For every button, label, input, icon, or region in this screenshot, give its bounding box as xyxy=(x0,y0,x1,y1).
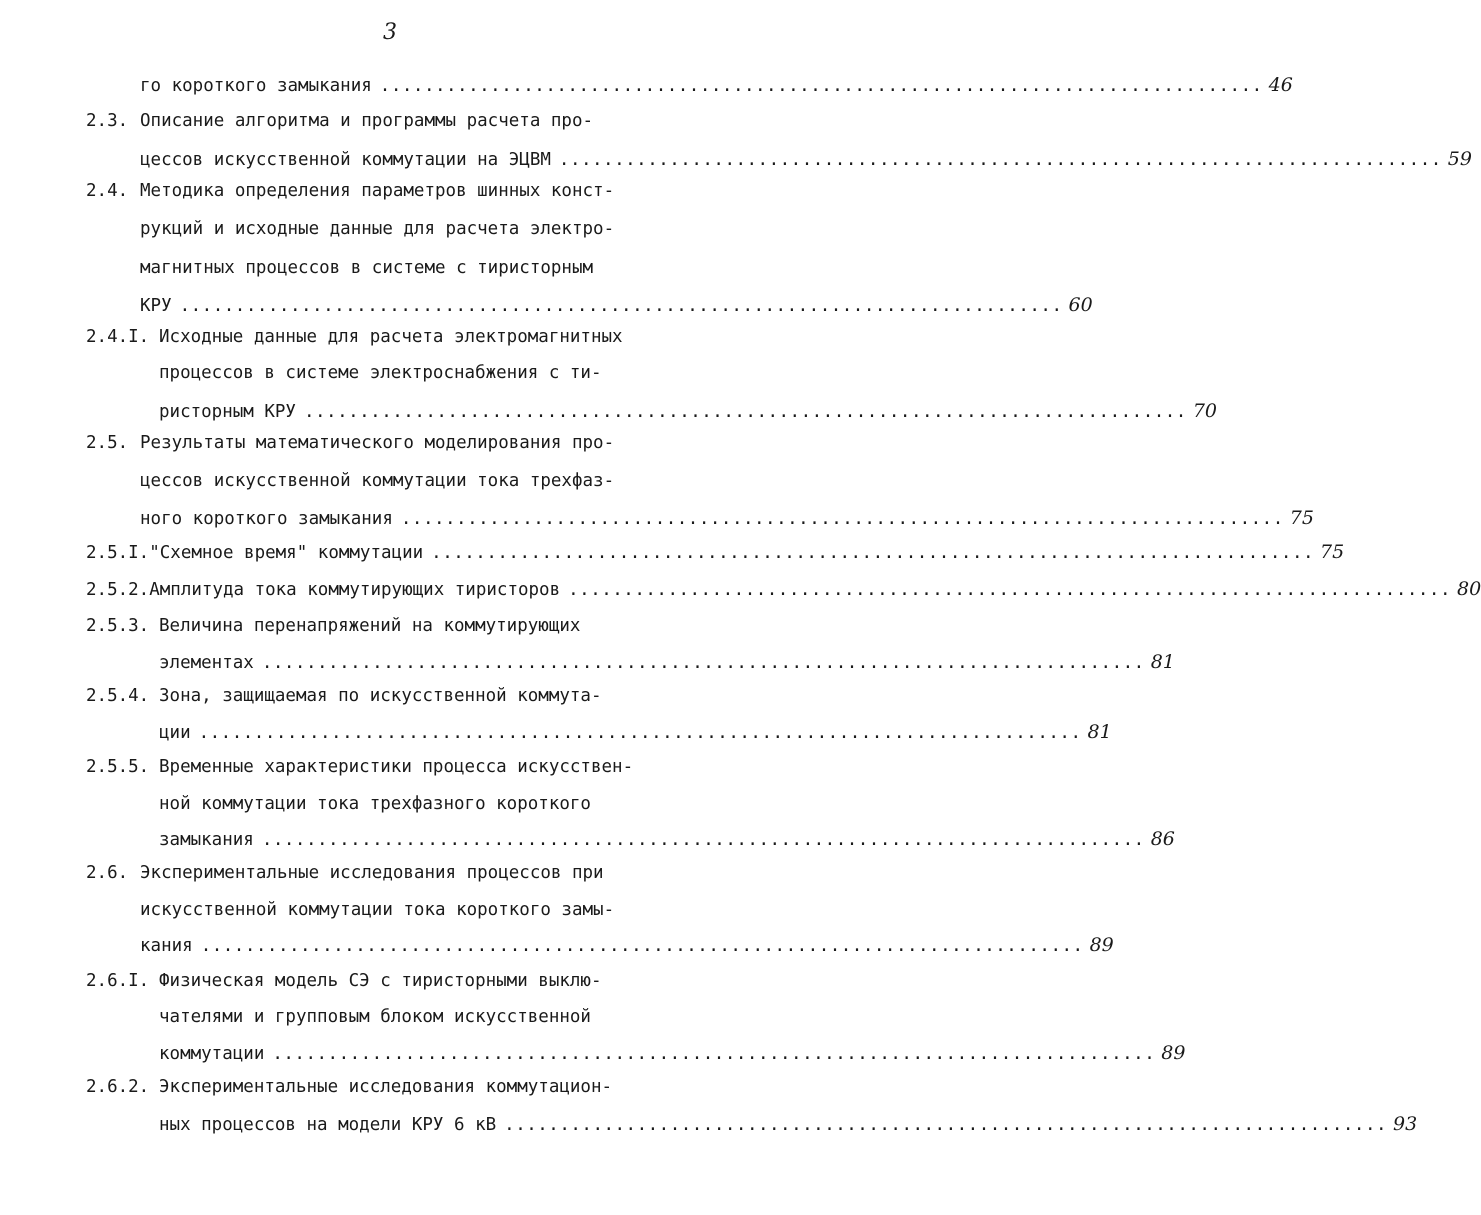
toc-line xyxy=(159,1002,591,1032)
page-reference: 59 xyxy=(1447,148,1472,170)
section-number: 2.5.3. xyxy=(86,616,150,636)
page-reference: 70 xyxy=(1192,400,1218,422)
toc-line xyxy=(86,322,623,352)
toc-line xyxy=(140,466,614,496)
dot-leader: ................................................................................ xyxy=(261,830,1145,850)
toc-line xyxy=(86,1072,612,1102)
toc-line xyxy=(86,681,602,711)
dot-leader: ................................................................................ xyxy=(303,402,1187,422)
section-title: элементах xyxy=(159,653,254,673)
section-title: рукций и исходные данные для расчета электро- xyxy=(140,219,615,239)
section-number: 2.6.I. xyxy=(86,971,150,991)
section-title: ных процессов на модели КРУ 6 кВ xyxy=(159,1115,497,1135)
dot-leader: ................................................................................ xyxy=(272,1044,1156,1064)
section-number: 2.4. xyxy=(86,181,129,201)
dot-leader: ................................................................................ xyxy=(504,1115,1388,1135)
dot-leader: ................................................................................ xyxy=(198,723,1082,743)
section-title: КРУ xyxy=(140,296,172,316)
section-number: 2.5.5. xyxy=(86,757,150,777)
toc-line xyxy=(86,858,604,888)
dot-leader: ................................................................................ xyxy=(261,653,1145,673)
dot-leader: ................................................................................ xyxy=(400,509,1284,529)
toc-line xyxy=(86,106,593,136)
toc-line xyxy=(140,144,1472,174)
toc-line xyxy=(86,752,633,782)
section-title: Экспериментальные исследования процессов при xyxy=(140,863,604,883)
toc-line xyxy=(86,176,614,206)
section-title: кания xyxy=(140,936,193,956)
section-title: Амплитуда тока коммутирующих тиристоров xyxy=(149,580,561,600)
section-number: 2.5.2. xyxy=(86,580,150,600)
toc-line xyxy=(159,717,1112,747)
section-title: замыкания xyxy=(159,830,254,850)
page-reference: 93 xyxy=(1393,1113,1418,1135)
section-title: процессов в системе электроснабжения с ти- xyxy=(159,363,602,383)
section-number: 2.6.2. xyxy=(86,1077,150,1097)
section-title: Зона, защищаемая по искусственной коммута- xyxy=(159,686,602,706)
page-reference: 75 xyxy=(1320,541,1345,563)
section-number: 2.6. xyxy=(86,863,129,883)
toc-line xyxy=(140,930,1114,960)
page-reference: 86 xyxy=(1150,828,1175,850)
section-number: 2.3. xyxy=(86,111,129,131)
page-reference: 60 xyxy=(1068,294,1093,316)
section-title: Методика определения параметров шинных конст- xyxy=(140,181,615,201)
section-number: 2.5.I. xyxy=(86,543,150,563)
toc-line xyxy=(86,537,1345,567)
page-number: 3 xyxy=(383,20,397,45)
section-title: Результаты математического моделирования про- xyxy=(140,433,615,453)
toc-line xyxy=(86,428,614,458)
section-title: ции xyxy=(159,723,191,743)
dot-leader: ................................................................................ xyxy=(200,936,1084,956)
toc-line xyxy=(140,253,593,283)
toc-line xyxy=(159,789,591,819)
dot-leader: ................................................................................ xyxy=(558,150,1442,170)
toc-line xyxy=(159,396,1218,426)
toc-line xyxy=(159,1109,1418,1139)
section-title: Экспериментальные исследования коммутацион- xyxy=(159,1077,613,1097)
toc-line xyxy=(140,290,1093,320)
section-number: 2.5. xyxy=(86,433,129,453)
toc-line xyxy=(159,824,1175,854)
toc-line xyxy=(140,70,1293,100)
page-reference: 81 xyxy=(1087,721,1112,743)
toc-line xyxy=(140,503,1314,533)
section-title: "Схемное время" коммутации xyxy=(149,543,424,563)
toc-line xyxy=(140,214,614,244)
section-number: 2.4.I. xyxy=(86,327,150,347)
page-reference: 75 xyxy=(1289,507,1314,529)
section-title: ного короткого замыкания xyxy=(140,509,393,529)
dot-leader: ................................................................................ xyxy=(179,296,1063,316)
section-title: Исходные данные для расчета электромагнитных xyxy=(159,327,623,347)
section-title: ной коммутации тока трехфазного короткого xyxy=(159,794,591,814)
page-reference: 46 xyxy=(1268,74,1293,96)
section-title: Физическая модель СЭ с тиристорными выклю- xyxy=(159,971,602,991)
section-number: 2.5.4. xyxy=(86,686,150,706)
section-title: Временные характеристики процесса искусствен- xyxy=(159,757,634,777)
dot-leader: ................................................................................ xyxy=(379,76,1263,96)
toc-line xyxy=(86,966,602,996)
toc-line xyxy=(86,611,580,641)
section-title: Описание алгоритма и программы расчета про- xyxy=(140,111,594,131)
dot-leader: ................................................................................ xyxy=(568,580,1451,600)
section-title: го короткого замыкания xyxy=(140,76,372,96)
toc-line xyxy=(86,574,1481,604)
toc-line xyxy=(159,358,602,388)
page-reference: 89 xyxy=(1161,1042,1186,1064)
dot-leader: ................................................................................ xyxy=(431,543,1315,563)
section-title: Величина перенапряжений на коммутирующих xyxy=(159,616,581,636)
section-title: чателями и групповым блоком искусственной xyxy=(159,1007,591,1027)
toc-line xyxy=(140,895,614,925)
section-title: цессов искусственной коммутации тока трехфаз- xyxy=(140,471,615,491)
section-title: ристорным КРУ xyxy=(159,402,296,422)
page-reference: 80 xyxy=(1457,578,1481,600)
toc-line xyxy=(159,647,1175,677)
page-reference: 89 xyxy=(1089,934,1114,956)
section-title: магнитных процессов в системе с тиристорным xyxy=(140,258,594,278)
page-reference: 81 xyxy=(1150,651,1175,673)
section-title: коммутации xyxy=(159,1044,265,1064)
section-title: цессов искусственной коммутации на ЭЦВМ xyxy=(140,150,551,170)
section-title: искусственной коммутации тока короткого замы- xyxy=(140,900,615,920)
toc-line xyxy=(159,1038,1186,1068)
